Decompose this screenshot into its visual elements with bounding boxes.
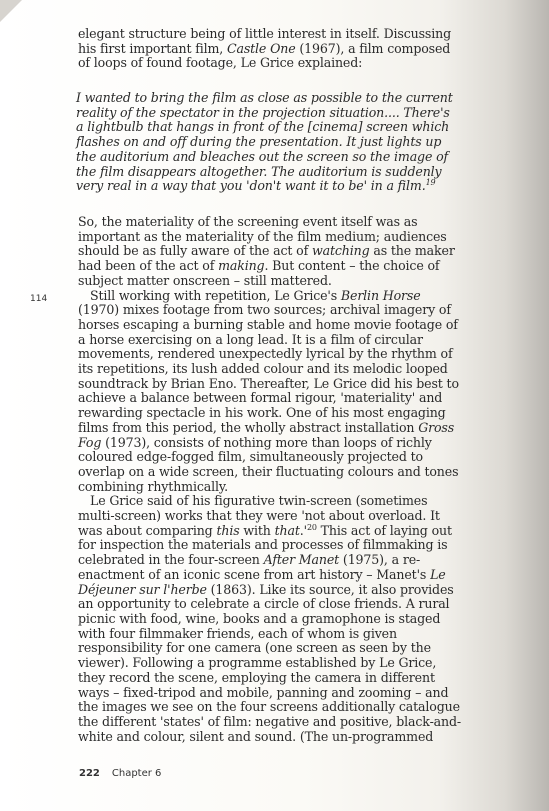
film-title: Castle One <box>226 40 296 56</box>
paragraph-castle-one: elegant structure being of little interest in itself. Discussing his first important film, Castle One (1967), a film composed of loops of found footage, Le Grice explained: <box>78 26 451 71</box>
film-title: Gross Fog <box>78 419 455 450</box>
painting-title: Le Déjeuner sur l'herbe <box>78 566 446 597</box>
paragraph-twin-screen: Le Grice said of his figurative twin-screen (sometimes multi-screen) works that they were 'not about overload. It was about comparing this with that.'$^{20}$ This act of laying out for inspection the materials and processes of filmmaking is celebrated in the four-screen After Manet (1975), a re-enactment of an iconic scene from art history – Manet's Le Déjeuner sur l'herbe (1863). Like its source, it also provides an opportunity to celebrate a circle of close friends. A rural picnic with food, wine, books and a gramophone is staged with four filmmaker friends, each of whom is given responsibility for one camera (one screen as seen by the viewer). Following a programme established by Le Grice, they record the scene, employing the camera in different ways – fixed-tripod and mobile, panning and zooming – and the images we see on the four screens additionally catalogue the different 'states' of film: negative and positive, black-and-white and colour, silent and sound. (The un-programmed <box>78 493 462 744</box>
footnote-marker: 19 <box>425 178 436 188</box>
opening-paragraph <box>78 27 462 71</box>
paragraph-materiality: So, the materiality of the screening event itself was as important as the materiality of the film medium; audiences should be as fully aware of the act of watching as the maker had been of the act of making. But content – the choice of subject matter onscreen – still mattered. <box>78 214 455 288</box>
page-footer <box>79 768 161 779</box>
film-title: After Manet <box>263 552 340 568</box>
folded-corner <box>0 0 22 22</box>
block-quote <box>76 91 456 194</box>
quote-text: I wanted to bring the film as close as possible to the current reality of the spectator in the projection situation.... There's a lightbulb that hangs in front of the [cinema] screen which flashes on and off during the presentation. It just lights up the auditorium and bleaches out the screen so the image of the film disappears altogether. The auditorium is suddenly very real in a way that you 'don't want it to be' in a film. <box>76 90 453 194</box>
paragraph-berlin-horse: Still working with repetition, Le Grice's Berlin Horse (1970) mixes footage from two sources; archival imagery of horses escaping a burning stable and home movie footage of a horse exercising on a long lead. It is a film of circular movements, rendered unexpectedly lyrical by the rhythm of its repetitions, its lush added colour and its melodic looped soundtrack by Brian Eno. Thereafter, Le Grice did his best to achieve a balance between formal rigour, 'materiality' and rewarding spectacle in his work. One of his most engaging films from this period, the wholly abstract installation Gross Fog (1973), consists of nothing more than loops of richly coloured edge-fogged film, simultaneously projected to overlap on a wide screen, their fluctuating colours and tones combining rhythmically. <box>78 287 459 494</box>
footnote-marker: 20 <box>306 522 317 532</box>
page-number: 222 <box>79 768 100 779</box>
margin-note-number: 114 <box>30 294 48 304</box>
chapter-label: Chapter 6 <box>111 768 162 779</box>
body-text <box>78 215 462 744</box>
film-title: Berlin Horse <box>340 287 421 303</box>
